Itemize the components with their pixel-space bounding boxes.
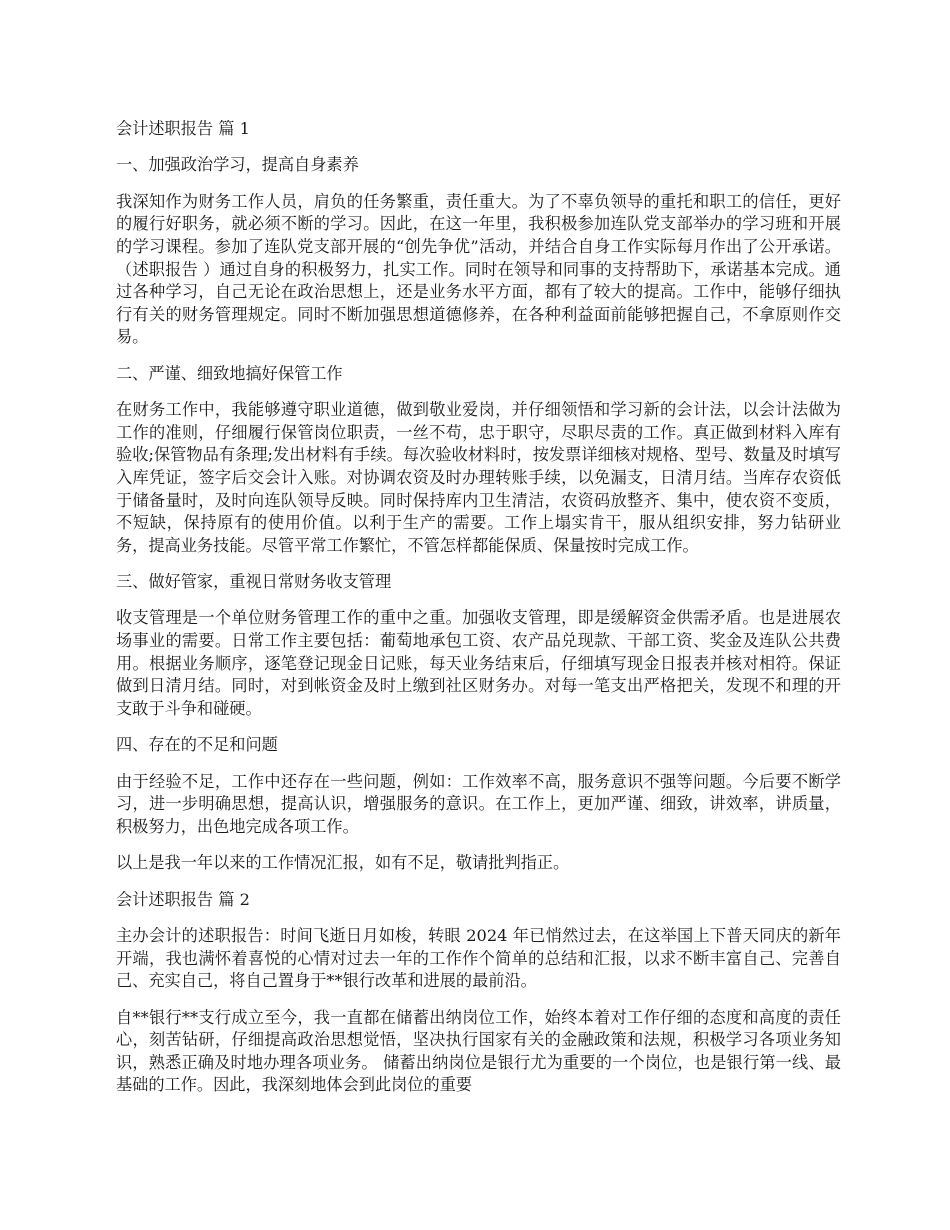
paragraph-finance: 收支管理是一个单位财务管理工作的重中之重。加强收支管理，即是缓解资金供需矛盾。也是进展农场事业的需要。日常工作主要包括：葡萄地承包工资、农产品兑现款、干部工资、奖金及连队公共费用。根据业务顺序，逐笔登记现金日记账，每天业务结束后，仔细填写现金日报表并核对相符。保证做到日清月结。同时，对到帐资金及时上缴到社区财务办。对每一笔支出严格把关，发现不和理的开支敢于斗争和碰硬。 [116, 608, 841, 718]
section-title-part2: 会计述职报告 篇 2 [116, 889, 250, 909]
document-page [116, 118, 841, 1111]
paragraph-shortcomings: 由于经验不足，工作中还存在一些问题，例如：工作效率不高，服务意识不强等问题。今后要不断学习，进一步明确思想，提高认识，增强服务的意识。在工作上，更加严谨、细致，讲效率，讲质量，积极努力，出色地完成各项工作。 [116, 771, 841, 836]
subheading-politics: 一、加强政治学习，提高自身素养 [116, 155, 359, 175]
subheading-custody: 二、严谨、细致地搞好保管工作 [116, 363, 343, 383]
subheading-finance: 三、做好管家，重视日常财务收支管理 [116, 572, 392, 592]
paragraph-teller-work: 自**银行**支行成立至今，我一直都在储蓄出纳岗位工作，始终本着对工作仔细的态度和高度的责任心，刻苦钻研，仔细提高政治思想觉悟，坚决执行国家有关的金融政策和法规，积极学习各项业务知识，熟悉正确及时地办理各项业务。 储蓄出纳岗位是银行尤为重要的一个岗位，也是银行第一线、最基础的工作。因此，我深刻地体会到此岗位的重要 [116, 1007, 841, 1095]
paragraph-intro-part2: 主办会计的述职报告：时间飞逝日月如梭，转眼 2024 年已悄然过去，在这举国上下普天同庆的新年开端，我也满怀着喜悦的心情对过去一年的工作作个简单的总结和汇报，以求不断丰富自己、完善自己、充实自己，将自己置身于**银行改革和进展的最前沿。 [116, 925, 841, 991]
paragraph-politics: 我深知作为财务工作人员，肩负的任务繁重，责任重大。为了不辜负领导的重托和职工的信任，更好的履行好职务，就必须不断的学习。因此，在这一年里，我积极参加连队党支部举办的学习班和开展的学习课程。参加了连队党支部开展的“创先争优”活动，并结合自身工作实际每月作出了公开承诺。（述职报告 ）通过自身的积极努力，扎实工作。同时在领导和同事的支持帮助下，承诺基本完成。通过各种学习，自己无论在政治思想上，还是业务水平方面，都有了较大的提高。工作中，能够仔细执行有关的财务管理规定。同时不断加强思想道德修养，在各种利益面前能够把握自己，不拿原则作交易。 [116, 191, 841, 347]
paragraph-conclusion: 以上是我一年以来的工作情况汇报，如有不足，敬请批判指正。 [116, 853, 570, 873]
section-title-part1: 会计述职报告 篇 1 [116, 119, 250, 138]
subheading-shortcomings: 四、存在的不足和问题 [116, 735, 278, 755]
paragraph-custody: 在财务工作中，我能够遵守职业道德，做到敬业爱岗，并仔细领悟和学习新的会计法，以会计法做为工作的准则，仔细履行保管岗位职责，一丝不苟，忠于职守，尽职尽责的工作。真正做到材料入库有验收;保管物品有条理;发出材料有手续。每次验收材料时，按发票详细核对规格、型号、数量及时填写入库凭证，签字后交会计入账。对协调农资及时办理转账手续，以免漏支，日清月结。当库存农资低于储备量时，及时向连队领导反映。同时保持库内卫生清洁，农资码放整齐、集中，使农资不变质，不短缺，保持原有的使用价值。以利于生产的需要。工作上塌实肯干，服从组织安排，努力钻研业务，提高业务技能。尽管平常工作繁忙，不管怎样都能保质、保量按时完成工作。 [116, 400, 841, 555]
